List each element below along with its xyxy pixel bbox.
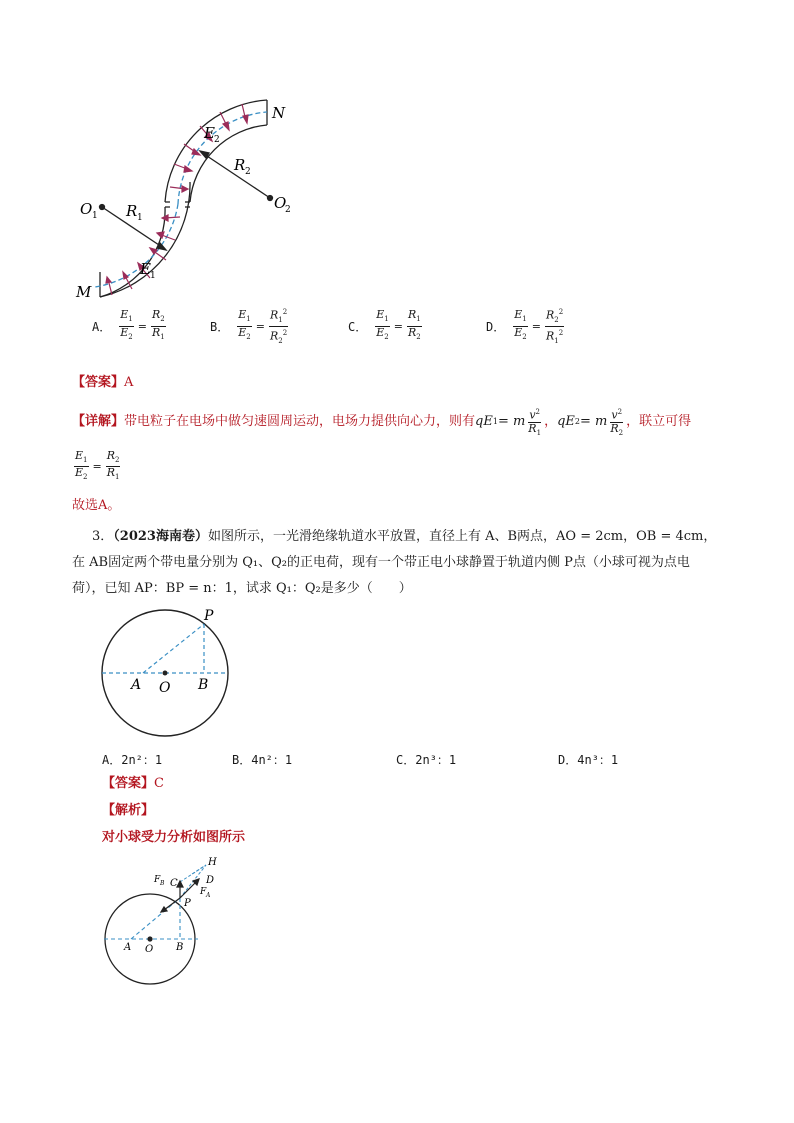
f2-label-B: B <box>176 942 184 953</box>
q3-label-B: B <box>198 677 209 693</box>
label-O1: O <box>80 200 93 218</box>
q2-result: $\frac{E_1}{E_2}$ = $\frac{R_2}{R_1}$ <box>75 449 120 482</box>
label-O1-sub: 1 <box>92 211 98 221</box>
f2-label-C: C <box>170 878 178 889</box>
f2-label-FA-sub: A <box>206 892 211 899</box>
q2-answer: 【答案】A <box>72 375 134 390</box>
q2-option-d[interactable]: D． $\frac{E_1}{E_2}$ = $\frac{R_2^2}{R_1^2}$ <box>486 307 564 345</box>
figure-force-diagram <box>98 852 228 987</box>
q3-option-d[interactable]: D．4n³：1 <box>558 752 619 767</box>
q3-label-A: A <box>131 677 142 693</box>
q3-stem: 3．（2023海南卷）如图所示，一光滑绝缘轨道水平放置，直径上有 A、B两点，AO = 2cm，OB = 4cm， 在 AB固定两个带电量分别为 Q₁、Q₂的正电荷，现有一个带正电小球静置于轨道内侧 P点（小球可视为点电 荷），已知 AP：BP = n：1，试求 Q₁：Q₂是多少（ ） <box>72 529 717 596</box>
f2-label-A: A <box>124 942 132 953</box>
f2-label-O: O <box>145 944 154 955</box>
label-O2: O <box>274 194 287 212</box>
label-R1: R <box>126 202 138 220</box>
label-E2-sub: 2 <box>214 135 220 145</box>
label-M: M <box>76 283 92 301</box>
q3-option-a[interactable]: A．2n²：1 <box>102 752 163 767</box>
label-N: N <box>272 104 286 122</box>
q2-choose: 故选A。 <box>72 498 121 513</box>
figure-circle-track <box>98 606 238 738</box>
q2-option-c[interactable]: C． $\frac{E_1}{E_2}$ = $\frac{R_1}{R_2}$ <box>348 308 421 341</box>
figure-field-region <box>70 92 310 312</box>
q3-analysis-tag: 【解析】 <box>102 803 155 818</box>
label-O2-sub: 2 <box>285 205 291 215</box>
f2-label-FB: F <box>154 875 161 885</box>
q3-option-c[interactable]: C．2n³：1 <box>396 752 457 767</box>
q3-label-O: O <box>159 680 171 696</box>
f2-label-H: H <box>208 857 217 868</box>
label-R2: R <box>234 156 246 174</box>
q3-answer: 【答案】C <box>102 776 164 791</box>
f2-label-FA: F <box>200 887 207 897</box>
label-E1: E <box>140 260 151 278</box>
f2-label-FB-sub: B <box>160 880 165 887</box>
q2-option-a[interactable]: A． $\frac{E_1}{E_2}$ = $\frac{R_2}{R_1}$ <box>92 308 165 341</box>
f2-label-P: P <box>184 898 191 909</box>
q2-detail: 【详解】 带电粒子在电场中做匀速圆周运动，电场力提供向心力，则有 qE 1 = m $\frac{v^2}{R_1}$ ， qE 2 = m $\frac{v^2}{R_2}$ ，联立可得 <box>72 408 692 437</box>
label-R1-sub: 1 <box>137 213 143 223</box>
label-E1-sub: 1 <box>150 271 156 281</box>
q3-options <box>102 750 722 768</box>
q3-option-b[interactable]: B．4n²：1 <box>232 752 293 767</box>
q2-option-b[interactable]: B． $\frac{E_1}{E_2}$ = $\frac{R_1^2}{R_2^2}$ <box>210 307 288 345</box>
label-E2: E <box>204 124 215 142</box>
f2-label-D: D <box>206 875 215 886</box>
label-R2-sub: 2 <box>245 167 251 177</box>
q3-analysis-line: 对小球受力分析如图所示 <box>102 830 246 845</box>
q3-label-P: P <box>204 608 214 624</box>
